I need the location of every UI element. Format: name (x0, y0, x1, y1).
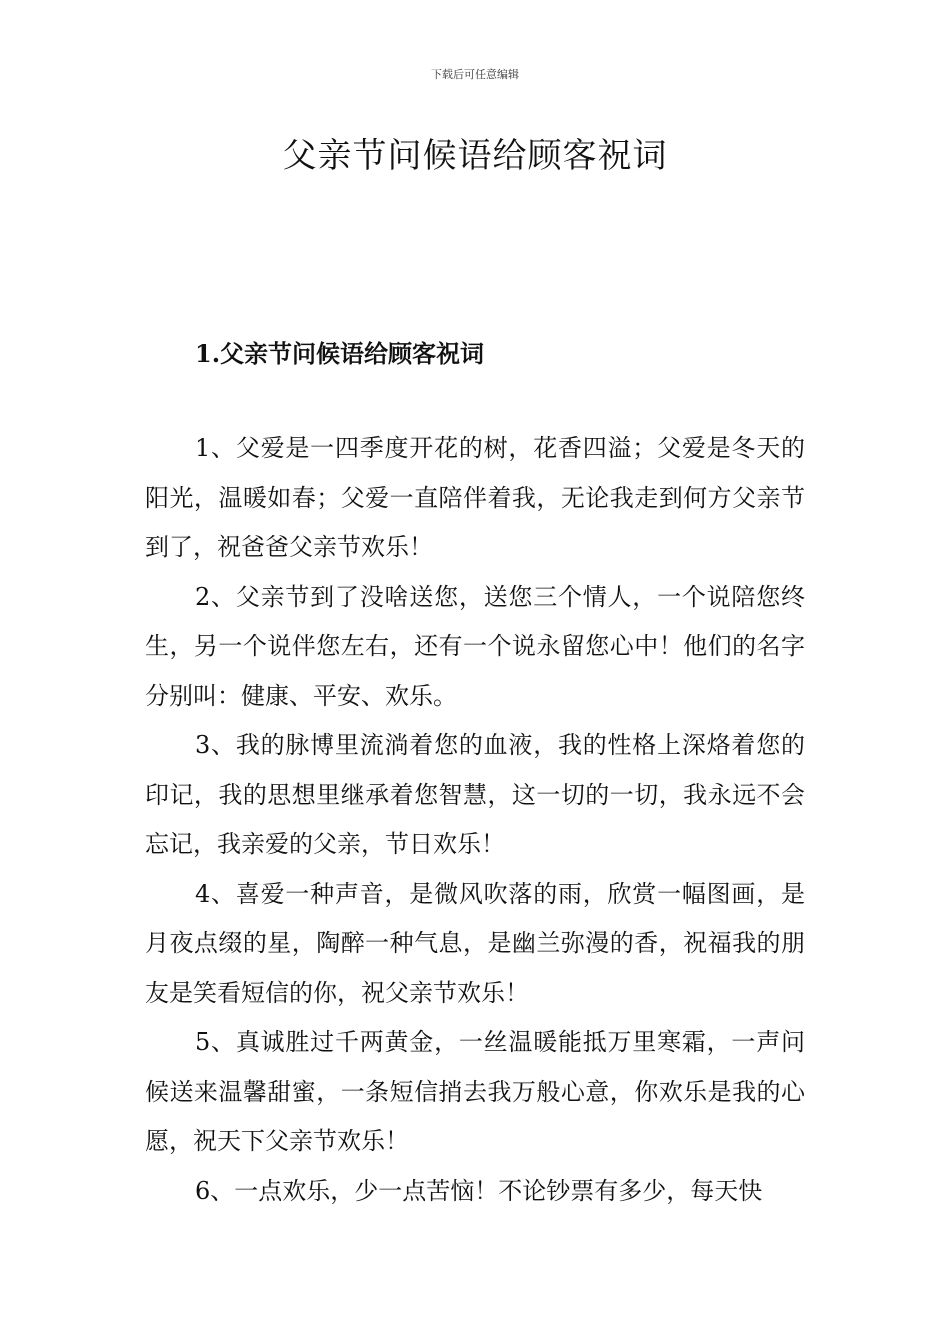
paragraph-2: 2、父亲节到了没啥送您，送您三个情人，一个说陪您终生，另一个说伴您左右，还有一个说永留您心中！他们的名字分别叫：健康、平安、欢乐。 (145, 582, 805, 710)
body-text (145, 424, 805, 1216)
paragraph-4: 4、喜爱一种声音，是微风吹落的雨，欣赏一幅图画，是月夜点缀的星，陶醉一种气息，是幽兰弥漫的香，祝福我的朋友是笑看短信的你，祝父亲节欢乐！ (145, 879, 805, 1007)
header-note: 下载后可任意编辑 (431, 68, 519, 81)
paragraph-5: 5、真诚胜过千两黄金，一丝温暖能抵万里寒霜，一声问候送来温馨甜蜜，一条短信捎去我万般心意，你欢乐是我的心愿，祝天下父亲节欢乐！ (145, 1028, 805, 1155)
section-heading: 1.父亲节问候语给顾客祝词 (195, 339, 485, 368)
paragraph-6: 6、一点欢乐，少一点苦恼！不论钞票有多少，每天快 (195, 1176, 763, 1205)
paragraph-1: 1、父爱是一四季度开花的树，花香四溢；父爱是冬天的阳光，温暖如春；父爱一直陪伴着我，无论我走到何方父亲节到了，祝爸爸父亲节欢乐！ (145, 434, 805, 561)
document-title: 父亲节问候语给顾客祝词 (282, 136, 668, 176)
paragraph-3: 3、我的脉博里流淌着您的血液，我的性格上深烙着您的印记，我的思想里继承着您智慧，这一切的一切，我永远不会忘记，我亲爱的父亲，节日欢乐！ (145, 731, 805, 858)
